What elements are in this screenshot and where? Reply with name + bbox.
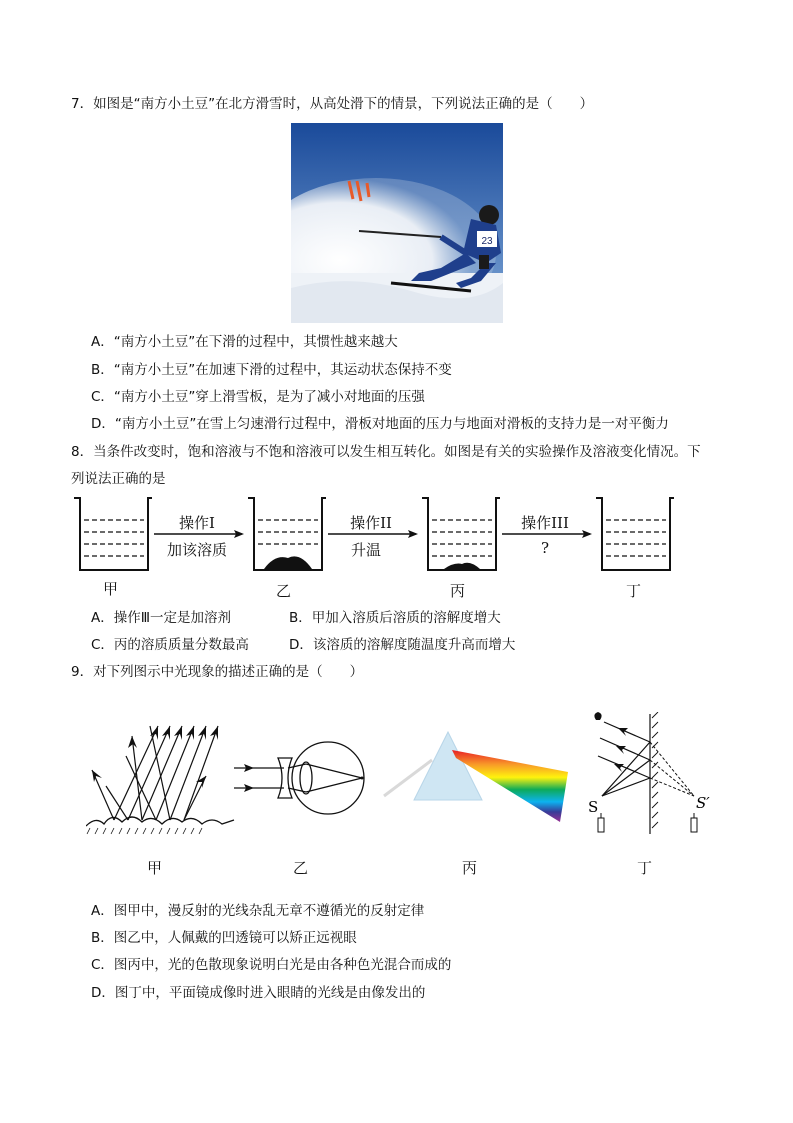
q8-stem-line2: 列说法正确的是 [71, 471, 166, 487]
beaker-ding [596, 498, 674, 570]
q7-option-b: B．“南方小土豆”在加速下滑的过程中，其运动状态保持不变 [91, 362, 452, 378]
diffuse-reflection-figure [86, 716, 236, 836]
figure-label-bing: 丙 [462, 859, 478, 877]
q9-option-c: C．图丙中，光的色散现象说明白光是由各种色光混合而成的 [91, 957, 452, 973]
beaker-label-bing: 丙 [450, 582, 466, 600]
prism-dispersion-figure [382, 728, 568, 824]
plane-mirror-figure [588, 712, 718, 836]
q9-option-b: B．图乙中，人佩戴的凹透镜可以矫正远视眼 [91, 930, 357, 946]
beaker-label-yi: 乙 [276, 582, 292, 600]
source-label: S [588, 798, 599, 816]
q8-option-b: B．甲加入溶质后溶质的溶解度增大 [289, 610, 501, 626]
q8-option-d: D．该溶质的溶解度随温度升高而增大 [289, 637, 516, 653]
q7-option-d: D．“南方小土豆”在雪上匀速滑行过程中，滑板对地面的压力与地面对滑板的支持力是一对平衡力 [91, 416, 669, 432]
arrow3-top-label: 操作III [521, 514, 569, 532]
beaker-label-ding: 丁 [626, 582, 642, 600]
figure-label-yi: 乙 [293, 859, 309, 877]
figure-label-jia: 甲 [147, 859, 163, 877]
arrow2-bottom-label: 升温 [350, 541, 381, 559]
q9-option-a: A．图甲中，漫反射的光线杂乱无章不遵循光的反射定律 [91, 903, 425, 919]
undissolved-solute [264, 556, 312, 569]
beaker-jia [74, 498, 152, 570]
skier-photo [291, 123, 503, 323]
q7-option-a: A．“南方小土豆”在下滑的过程中，其惯性越来越大 [91, 334, 398, 350]
undissolved-solute-small [444, 563, 480, 569]
q7-stem: 7．如图是“南方小土豆”在北方滑雪时，从高处滑下的情景，下列说法正确的是（ ） [71, 96, 594, 112]
bib-number: 23 [481, 236, 493, 247]
q9-stem: 9．对下列图示中光现象的描述正确的是（ ） [71, 664, 364, 680]
q9-option-d: D．图丁中，平面镜成像时进入眼睛的光线是由像发出的 [91, 985, 426, 1001]
solution-diagram [70, 494, 680, 578]
q8-option-a: A．操作Ⅲ一定是加溶剂 [91, 610, 232, 626]
eye-lens-figure [232, 738, 368, 818]
image-label: S′ [696, 794, 710, 812]
q8-stem-line1: 8．当条件改变时，饱和溶液与不饱和溶液可以发生相互转化。如图是有关的实验操作及溶液变化情况。下 [71, 444, 701, 460]
beaker-bing [422, 498, 500, 570]
arrow1-bottom-label: 加该溶质 [166, 541, 227, 559]
beaker-label-jia: 甲 [103, 580, 119, 598]
q7-option-c: C．“南方小土豆”穿上滑雪板，是为了减小对地面的压强 [91, 389, 425, 405]
arrow2-top-label: 操作II [350, 514, 392, 532]
figure-label-ding: 丁 [637, 859, 653, 877]
q8-option-c: C．丙的溶质质量分数最高 [91, 637, 249, 653]
arrow1-top-label: 操作I [179, 514, 215, 532]
arrow3-bottom-label: ? [540, 539, 550, 557]
